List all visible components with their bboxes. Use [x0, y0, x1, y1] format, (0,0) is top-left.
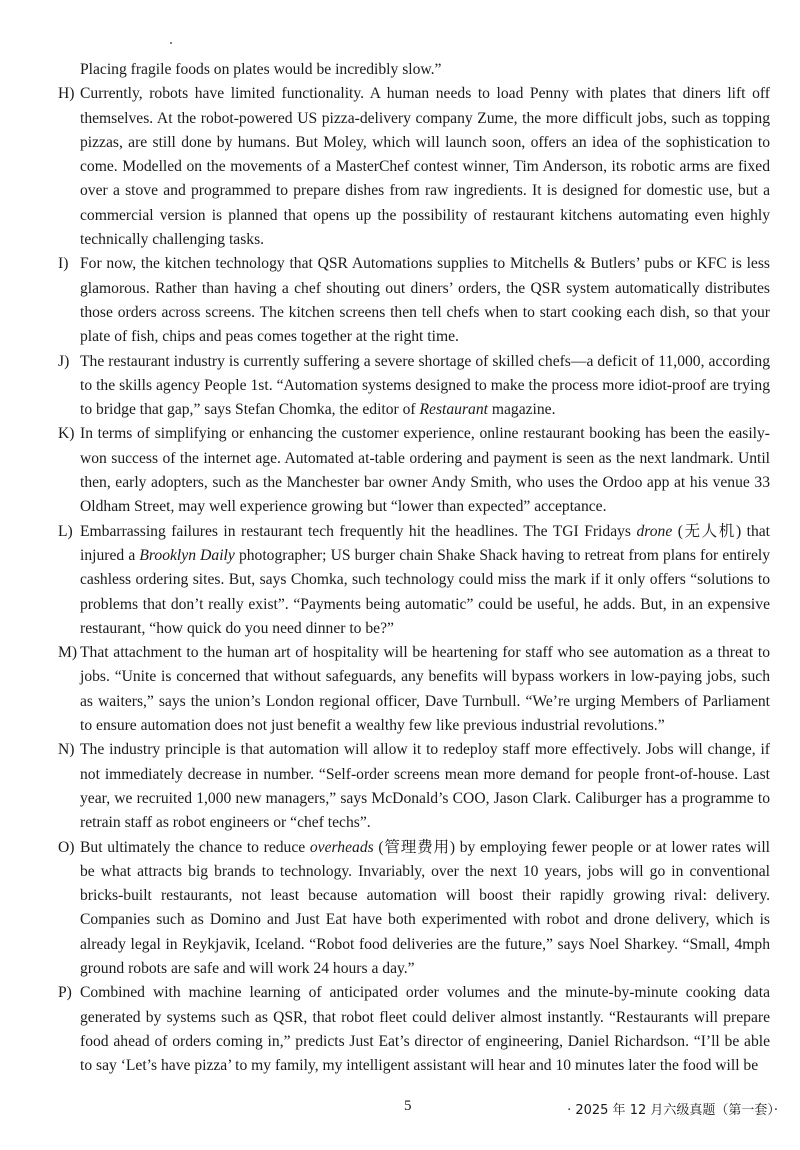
paragraph-text: In terms of simplifying or enhancing the customer experience, online restaurant booking has been the easily-won success of the internet age. Automated at-table ordering and payment is seen as the next landmark. Until then, early adopters, such as the Manchester bar owner Andy Smith, who uses the Ordoo app at his venue 33 Oldham Street, may well experience growing but “lower than expected” acceptance. [80, 425, 770, 516]
paragraph [58, 836, 770, 982]
continued-line: Placing fragile foods on plates would be incredibly slow.” [80, 61, 442, 78]
paragraph-label: N) [58, 741, 75, 759]
paragraph [58, 252, 770, 349]
paragraph-text: Embarrassing failures in restaurant tech frequently hit the headlines. The TGI Fridays [80, 522, 637, 540]
paragraph-label: P) [58, 984, 72, 1002]
paragraph-text: For now, the kitchen technology that QSR Automations supplies to Mitchells & Butlers’ pubs or KFC is less glamorous. Rather than having a chef shouting out diners’ orders, the QSR system automatically distributes those orders across screens. The kitchen screens then tell chefs when to start cooking each dish, so that your plate of fish, chips and peas comes together at the right time. [80, 255, 770, 346]
paragraph-text: The restaurant industry is currently suffering a severe shortage of skilled chefs—a deficit of 11,000, according to the skills agency People 1st. “Automation systems designed to make the process more idiot-proof are trying to bridge that gap,” says Stefan Chomka, the editor of [80, 352, 770, 419]
paragraph-label: K) [58, 425, 75, 443]
paragraph-label: M) [58, 644, 78, 662]
paragraph-label: H) [58, 85, 75, 103]
italic-term: drone [636, 522, 673, 540]
paragraph-text: That attachment to the human art of hospitality will be heartening for staff who see automation as a threat to jobs. “Unite is concerned that without safeguards, any benefits will bypass workers in low-paying jobs, such as waiters,” says the union’s London regional officer, Dave Turnbull. “We’re urging Members of Parliament to ensure automation does not just benefit a wealthy few like previous industrial revolutions.” [80, 644, 770, 735]
paragraph-label: O) [58, 838, 75, 856]
paragraph-text: But ultimately the chance to reduce [80, 838, 310, 856]
paragraph [58, 641, 770, 738]
italic-term: overheads [309, 838, 374, 856]
paragraph-label: J) [58, 352, 70, 370]
paragraph-text: Combined with machine learning of anticipated order volumes and the minute-by-minute cooking data generated by systems such as QSR, that robot fleet could deliver almost instantly. “Restaurants will prepare food ahead of orders coming in,” predicts Just Eat’s director of engineering, Daniel Richardson. “I’ll be able to say ‘Let’s have pizza’ to my family, my intelligent assistant will hear and 10 minutes later the food will be [80, 984, 770, 1075]
paragraph-text: Currently, robots have limited functionality. A human needs to load Penny with plates that diners lift off themselves. At the robot-powered US pizza-delivery company Zume, the more difficult jobs, such as topping pizzas, are still done by humans. But Moley, which will launch soon, offers an idea of the sophistication to come. Modelled on the movements of a MasterChef contest winner, Tim Anderson, its robotic arms are fixed over a stove and programmed to prepare dishes from raw ingredients. It is designed for domestic use, but a commercial version is planned that opens up the possibility of restaurant kitchens automating even highly technically challenging tasks. [80, 85, 770, 249]
paragraph-label: L) [58, 522, 73, 540]
paragraph [58, 738, 770, 835]
paragraph-text: (无人机) that injured a [80, 522, 770, 564]
exam-series-label: · 2025 年 12 月六级真题（第一套）· [567, 1103, 778, 1118]
paragraph [58, 981, 770, 1078]
paragraph-text: The industry principle is that automation will allow it to redeploy staff more effectively. Jobs will change, if not immediately decrease in number. “Self-order screens mean more demand for people front-of-house. Last year, we recruited 1,000 new managers,” says McDonald’s COO, Jason Clark. Caliburger has a programme to retrain staff as robot engineers or “chef techs”. [80, 741, 770, 832]
paragraph [58, 82, 770, 252]
passage-body [58, 58, 770, 1078]
paragraph [58, 422, 770, 519]
scan-speck [170, 42, 172, 44]
paragraph-text: magazine. [487, 401, 556, 419]
paragraph-text: photographer; US burger chain Shake Shack having to retreat from plans for entirely cashless ordering sites. But, says Chomka, such technology could miss the mark if it only offers “solutions to problems that don’t really exist”. “Payments being automatic” could be useful, he adds. But, in an expensive restaurant, “how quick do you need dinner to be?” [80, 546, 771, 637]
paragraph-label: I) [58, 255, 69, 273]
paragraph [58, 350, 770, 423]
paragraph [58, 520, 770, 641]
paragraph-text: (管理费用) by employing fewer people or at lower rates will be what attracts big brands to technology. Invariably, over the next 10 years, jobs will go in conventional bricks-built restaurants, not least because automation will boost their rapidly growing rival: delivery. Companies such as Domino and Just Eat have both experimented with robot and drone delivery, which is already legal in Reykjavik, Iceland. “Robot food deliveries are the future,” says Noel Sharkey. “Small, 4mph ground robots are safe and will work 24 hours a day.” [80, 838, 770, 977]
page-footer [0, 1098, 800, 1122]
page-number: 5 [404, 1098, 412, 1114]
italic-term: Restaurant [419, 401, 488, 419]
paragraph-list [58, 82, 770, 1078]
italic-term: Brooklyn Daily [139, 546, 235, 564]
